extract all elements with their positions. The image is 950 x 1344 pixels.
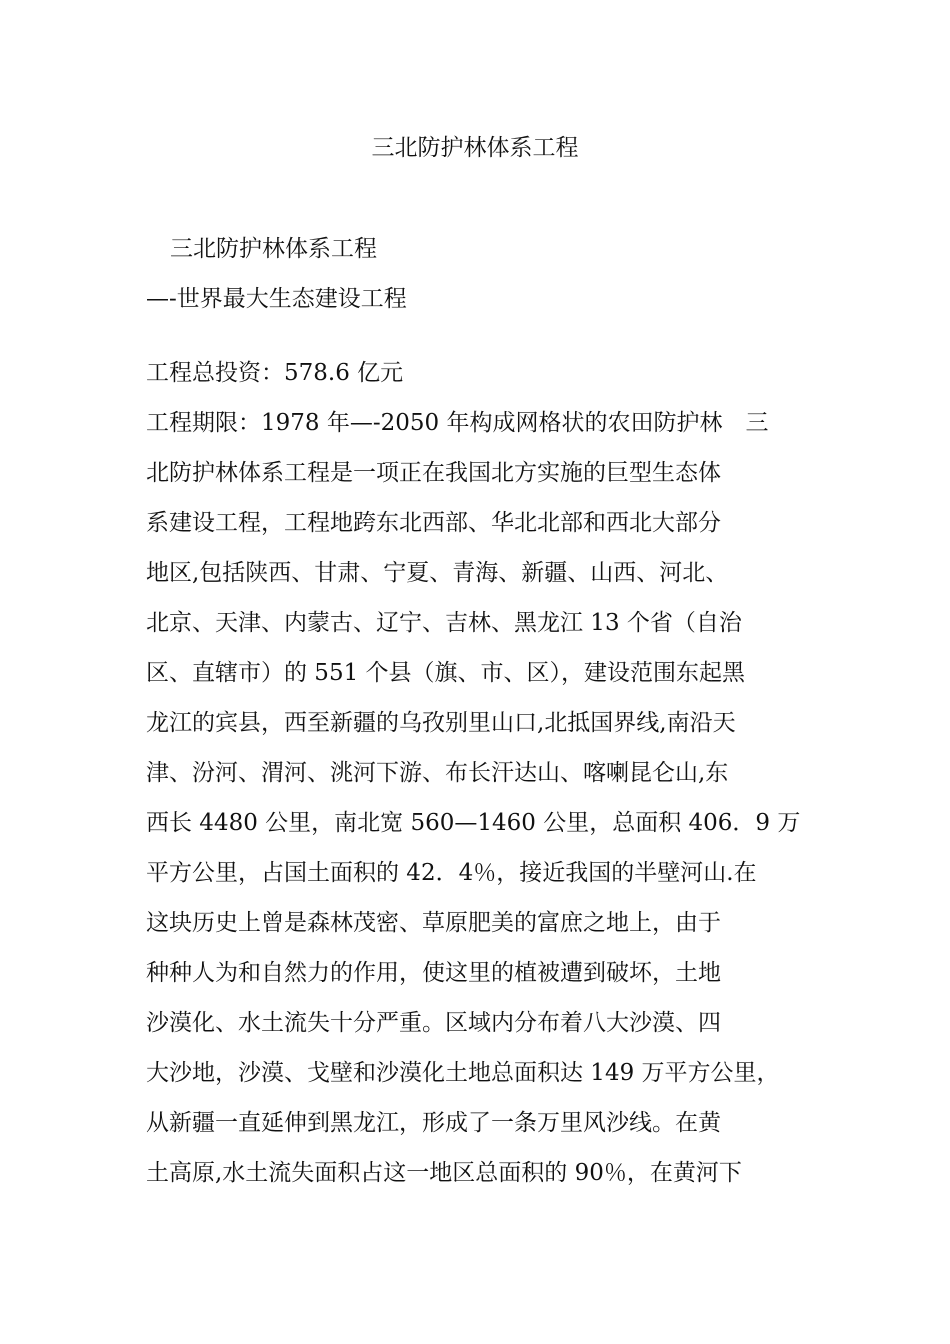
- body-line: 大沙地，沙漠、戈壁和沙漠化土地总面积达 149 万平方公里，: [146, 1060, 780, 1086]
- body-line: 津、汾河、渭河、洮河下游、布长汗达山、喀喇昆仑山,东: [146, 760, 729, 786]
- body-line: 龙江的宾县，西至新疆的乌孜别里山口,北抵国界线,南沿天: [146, 710, 736, 736]
- body-line: 区、直辖市）的 551 个县（旗、市、区），建设范围东起黑: [146, 660, 746, 686]
- body-line: 从新疆一直延伸到黑龙江，形成了一条万里风沙线。在黄: [146, 1110, 721, 1136]
- body-line: 系建设工程，工程地跨东北西部、华北北部和西北大部分: [146, 510, 721, 536]
- body-line: 平方公里，占国土面积的 42．4％，接近我国的半壁河山.在: [146, 860, 757, 886]
- body-line: 西长 4480 公里，南北宽 560—1460 公里，总面积 406．9 万: [146, 810, 801, 836]
- body-line: 工程期限：1978 年—-2050 年构成网格状的农田防护林 三: [146, 410, 769, 436]
- body-line: 种种人为和自然力的作用，使这里的植被遭到破坏，土地: [146, 960, 721, 986]
- body-line: 沙漠化、水土流失十分严重。区域内分布着八大沙漠、四: [146, 1010, 721, 1036]
- body-line: 北防护林体系工程是一项正在我国北方实施的巨型生态体: [146, 460, 721, 486]
- body-line: 土高原,水土流失面积占这一地区总面积的 90％，在黄河下: [146, 1160, 742, 1186]
- body-line: 地区,包括陕西、甘肃、宁夏、青海、新疆、山西、河北、: [146, 560, 729, 586]
- body-line: 这块历史上曾是森林茂密、草原肥美的富庶之地上，由于: [146, 910, 721, 936]
- document-title: 三北防护林体系工程: [371, 135, 579, 161]
- body-line: 北京、天津、内蒙古、辽宁、吉林、黑龙江 13 个省（自治: [146, 610, 742, 636]
- subtitle-line-2: —-世界最大生态建设工程: [146, 286, 407, 312]
- investment-line: 工程总投资：578.6 亿元: [146, 360, 404, 386]
- subtitle-line-1: 三北防护林体系工程: [170, 236, 377, 262]
